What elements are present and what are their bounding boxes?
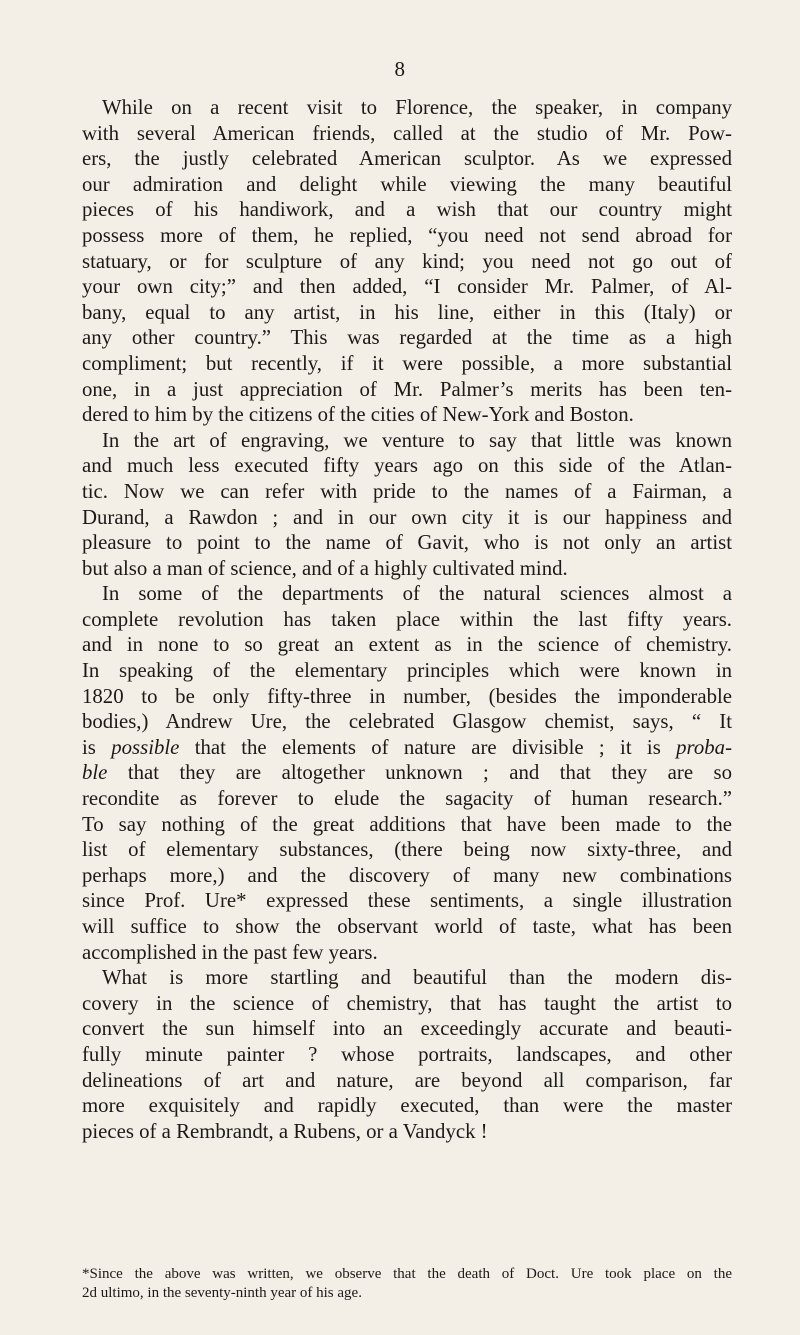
paragraph-line: and in none to so great an extent as in the science of chemistry. xyxy=(82,633,732,657)
paragraph-line: any other country.” This was regarded at the time as a high xyxy=(82,326,732,350)
paragraph-chemistry xyxy=(82,581,732,965)
paragraph-line: your own city;” and then added, “I consider Mr. Palmer, of Al- xyxy=(82,275,732,299)
paragraph-line: dered to him by the citizens of the cities of New-York and Boston. xyxy=(82,403,634,427)
paragraph-line: perhaps more,) and the discovery of many new combinations xyxy=(82,863,732,887)
paragraph-line: recondite as forever to elude the sagacity of human research.” xyxy=(82,787,732,811)
paragraph-line: more exquisitely and rapidly executed, than were the master xyxy=(82,1094,732,1118)
paragraph-line: In some of the departments of the natural sciences almost a xyxy=(102,582,732,606)
paragraph-line: and much less executed fifty years ago on this side of the Atlan- xyxy=(82,454,732,478)
body-text xyxy=(82,95,732,1144)
paragraph-line: In speaking of the elementary principles which were known in xyxy=(82,659,732,683)
paragraph-line: bany, equal to any artist, in his line, either in this (Italy) or xyxy=(82,300,732,324)
paragraph-line: 1820 to be only fifty-three in number, (besides the imponderable xyxy=(82,684,732,708)
paragraph-photography xyxy=(82,965,732,1144)
page-number: 8 xyxy=(394,57,406,81)
paragraph-line: convert the sun himself into an exceedingly accurate and beauti- xyxy=(82,1017,732,1041)
footnote-line: 2d ultimo, in the seventy-ninth year of his age. xyxy=(82,1285,362,1301)
paragraph-line: pieces of a Rembrandt, a Rubens, or a Vandyck ! xyxy=(82,1119,488,1143)
paragraph-line: but also a man of science, and of a highly cultivated mind. xyxy=(82,556,568,580)
paragraph-line: compliment; but recently, if it were possible, a more substantial xyxy=(82,351,732,375)
paragraph-line: possess more of them, he replied, “you need not send abroad for xyxy=(82,223,732,247)
footnote xyxy=(82,1265,732,1303)
paragraph-line: bodies,) Andrew Ure, the celebrated Glasgow chemist, says, “ It xyxy=(82,710,732,734)
paragraph-line: While on a recent visit to Florence, the speaker, in company xyxy=(102,96,732,119)
paragraph-line: In the art of engraving, we venture to say that little was known xyxy=(102,428,732,452)
paragraph-line: is possible that the elements of nature are divisible ; it is proba- xyxy=(82,735,732,759)
paragraph-line: our admiration and delight while viewing the many beautiful xyxy=(82,172,732,196)
paragraph-line: accomplished in the past few years. xyxy=(82,940,378,964)
paragraph-line: statuary, or for sculpture of any kind; you need not go out of xyxy=(82,249,732,273)
paragraph-engraving xyxy=(82,428,732,582)
paragraph-line: delineations of art and nature, are beyond all comparison, far xyxy=(82,1068,732,1092)
paragraph-line: Durand, a Rawdon ; and in our own city it is our happiness and xyxy=(82,505,732,529)
paragraph-powers-palmer xyxy=(82,95,732,428)
paragraph-line: with several American friends, called at the studio of Mr. Pow- xyxy=(82,121,732,145)
paragraph-line: tic. Now we can refer with pride to the names of a Fairman, a xyxy=(82,479,732,503)
paragraph-line: ble that they are altogether unknown ; and that they are so xyxy=(82,761,732,785)
paragraph-line: pieces of his handiwork, and a wish that our country might xyxy=(82,198,732,222)
paragraph-line: pleasure to point to the name of Gavit, who is not only an artist xyxy=(82,531,732,555)
paragraph-line: one, in a just appreciation of Mr. Palmer’s merits has been ten- xyxy=(82,377,732,401)
paragraph-line: list of elementary substances, (there being now sixty-three, and xyxy=(82,838,732,862)
paragraph-line: complete revolution has taken place within the last fifty years. xyxy=(82,607,732,631)
paragraph-line: since Prof. Ure* expressed these sentiments, a single illustration xyxy=(82,889,732,913)
paragraph-line: fully minute painter ? whose portraits, landscapes, and other xyxy=(82,1042,732,1066)
paragraph-line: will suffice to show the observant world of taste, what has been xyxy=(82,915,732,938)
paragraph-line: To say nothing of the great additions that have been made to the xyxy=(82,812,732,836)
paragraph-line: covery in the science of chemistry, that has taught the artist to xyxy=(82,991,732,1015)
paragraph-line: ers, the justly celebrated American sculptor. As we expressed xyxy=(82,147,732,171)
paragraph-line: What is more startling and beautiful than the modern dis- xyxy=(102,966,732,990)
footnote-line: *Since the above was written, we observe that the death of Doct. Ure took place on the xyxy=(82,1266,732,1282)
